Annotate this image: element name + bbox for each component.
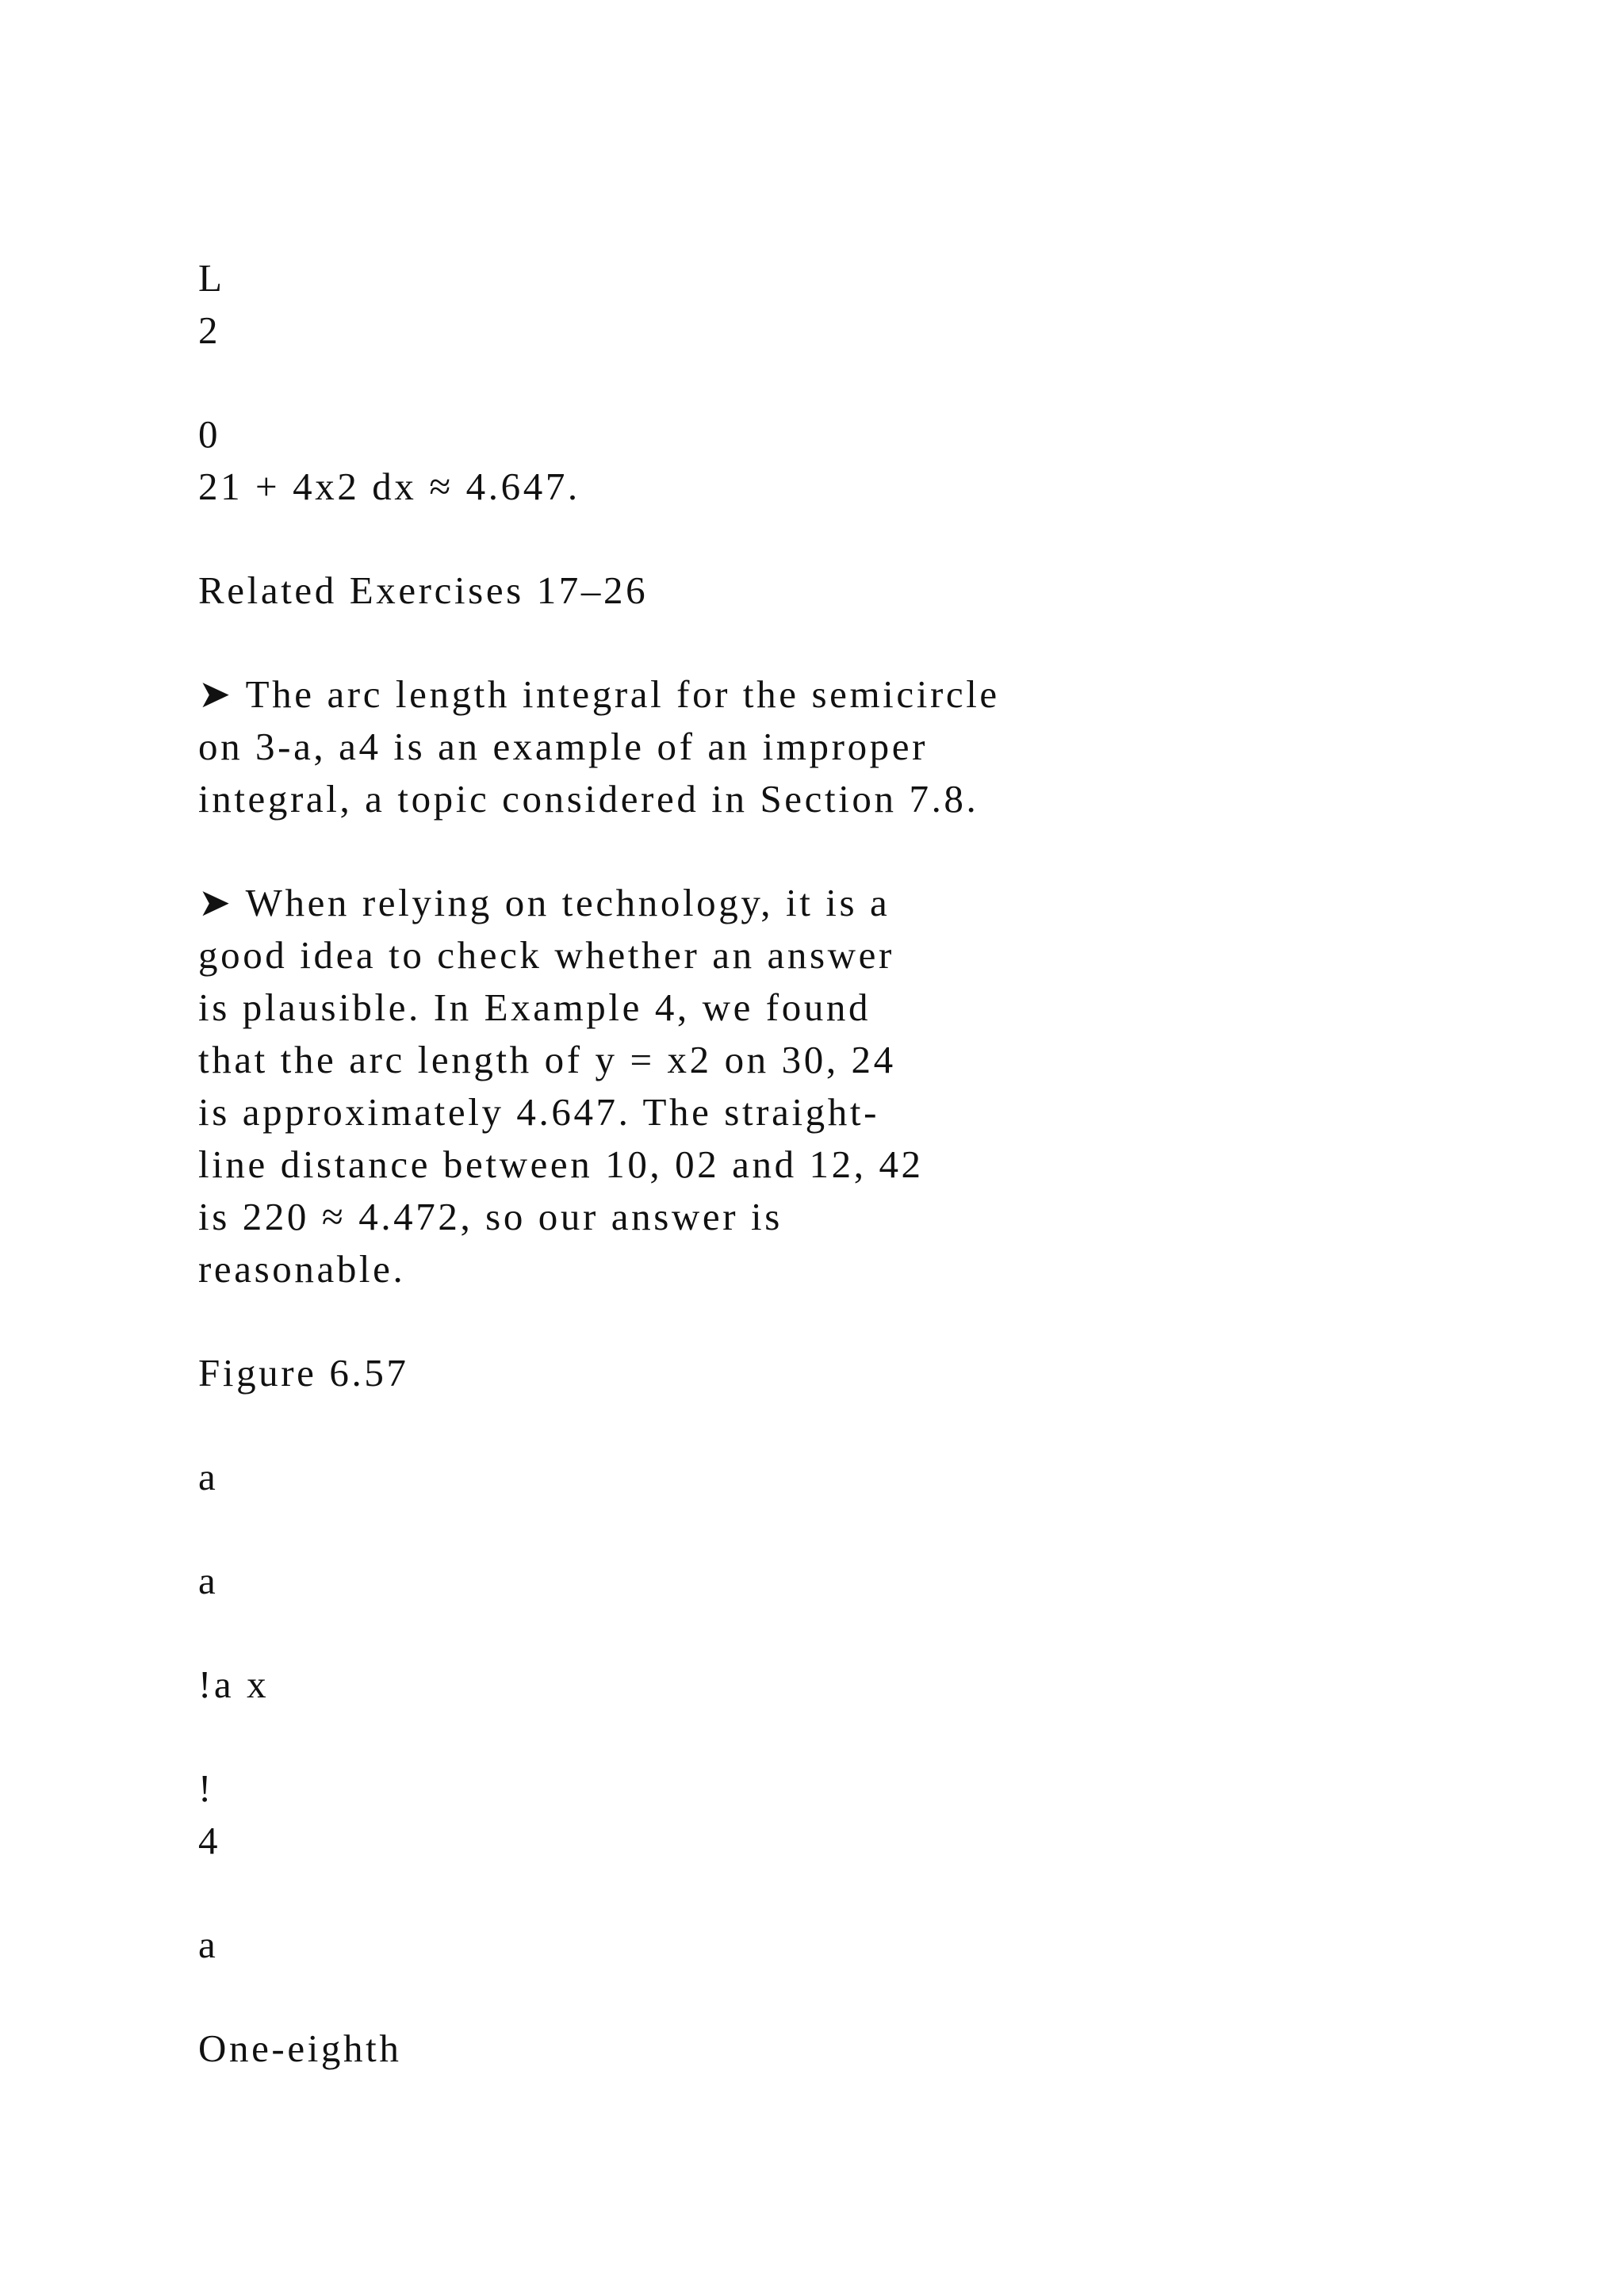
- margin-note-2-line-5: is approximately 4.647. The straight-: [198, 1090, 879, 1134]
- text-line-3: 0: [198, 412, 221, 456]
- text-line-4: 21 + 4x2 dx ≈ 4.647.: [198, 465, 580, 508]
- figure-label-a-2: a: [198, 1559, 219, 1602]
- margin-note-2-line-4: that the arc length of y = x2 on 30, 24: [198, 1038, 896, 1081]
- figure-label-a-1: a: [198, 1455, 219, 1498]
- margin-note-2-line-8: reasonable.: [198, 1247, 406, 1291]
- margin-note-2-line-2: good idea to check whether an answer: [198, 933, 894, 977]
- margin-note-1-line-2: on 3-a, a4 is an example of an improper: [198, 725, 929, 768]
- figure-label-neg-a-x: !a x: [198, 1663, 270, 1706]
- text-line-2: 2: [198, 308, 221, 352]
- figure-label-exclamation: !: [198, 1766, 214, 1810]
- margin-note-2-line-6: line distance between 10, 02 and 12, 42: [198, 1142, 924, 1186]
- margin-note-2-line-3: is plausible. In Example 4, we found: [198, 985, 871, 1029]
- margin-note-2-line-7: is 220 ≈ 4.472, so our answer is: [198, 1195, 783, 1238]
- margin-note-2-line-1: ➤ When relying on technology, it is a: [198, 881, 891, 924]
- margin-note-1-line-3: integral, a topic considered in Section 7.8.: [198, 777, 979, 821]
- margin-note-1-line-1: ➤ The arc length integral for the semicircle: [198, 672, 1000, 716]
- figure-caption: Figure 6.57: [198, 1351, 409, 1395]
- figure-label-one-eighth: One-eighth: [198, 2026, 402, 2070]
- text-line-1: L: [198, 256, 225, 300]
- figure-label-a-3: a: [198, 1923, 219, 1966]
- related-exercises-line: Related Exercises 17–26: [198, 568, 649, 612]
- figure-label-4: 4: [198, 1819, 221, 1862]
